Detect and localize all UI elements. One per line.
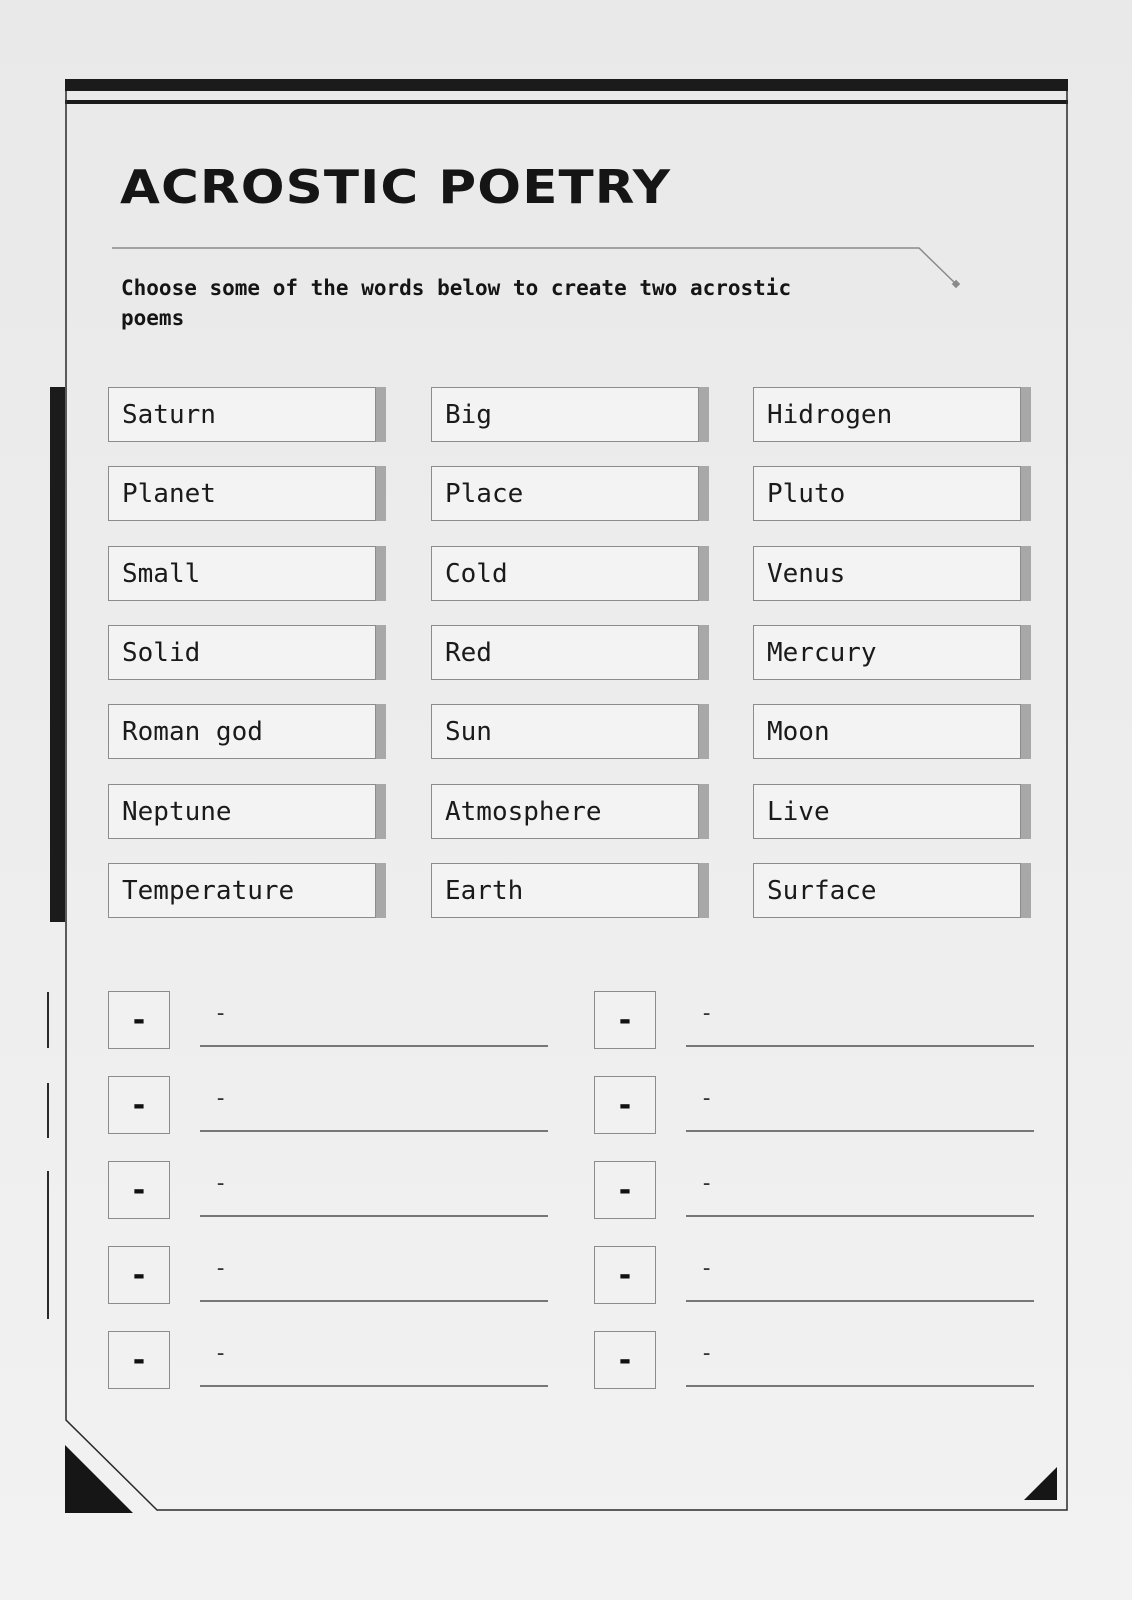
word-label: Saturn <box>122 399 216 430</box>
page-title: ACROSTIC POETRY <box>120 160 672 214</box>
word-label: Hidrogen <box>767 399 893 430</box>
letter-box[interactable]: - <box>594 1331 656 1389</box>
word-box-tab <box>698 546 709 601</box>
word-label: Sun <box>445 716 492 747</box>
word-label: Big <box>445 399 492 430</box>
word-box[interactable] <box>431 546 709 601</box>
poem-line-input[interactable]: - <box>200 991 548 1047</box>
poem-line-input[interactable]: - <box>686 1246 1034 1302</box>
word-box-tab <box>1020 466 1031 521</box>
letter-box[interactable]: - <box>108 1331 170 1389</box>
top-bar-thick <box>65 79 1068 91</box>
poem-line-input[interactable]: - <box>686 1161 1034 1217</box>
left-side-bar <box>50 387 65 922</box>
word-box-tab <box>375 387 386 442</box>
word-box-tab <box>1020 863 1031 918</box>
word-box-tab <box>1020 704 1031 759</box>
word-box[interactable] <box>108 625 386 680</box>
word-label: Place <box>445 478 524 509</box>
corner-triangle-bottom-left <box>65 1445 133 1513</box>
word-box-tab <box>375 625 386 680</box>
letter-box[interactable]: - <box>108 1076 170 1134</box>
word-box[interactable] <box>753 625 1031 680</box>
word-label: Atmosphere <box>445 796 602 827</box>
word-box-tab <box>698 625 709 680</box>
left-tick-3 <box>47 1171 49 1319</box>
word-box[interactable] <box>431 704 709 759</box>
word-label: Mercury <box>767 637 877 668</box>
left-tick-2 <box>47 1083 49 1138</box>
word-box[interactable] <box>108 704 386 759</box>
letter-box[interactable]: - <box>594 1246 656 1304</box>
word-box[interactable] <box>108 784 386 839</box>
word-label: Moon <box>767 716 830 747</box>
letter-box[interactable]: - <box>594 991 656 1049</box>
word-box-tab <box>1020 546 1031 601</box>
word-box[interactable] <box>431 784 709 839</box>
word-label: Roman god <box>122 716 263 747</box>
word-label: Solid <box>122 637 201 668</box>
letter-box[interactable]: - <box>108 1246 170 1304</box>
word-box-tab <box>1020 387 1031 442</box>
left-tick-1 <box>47 992 49 1048</box>
word-box[interactable] <box>753 546 1031 601</box>
corner-triangle-bottom-right <box>1024 1467 1057 1500</box>
word-box-tab <box>698 863 709 918</box>
word-box[interactable] <box>431 625 709 680</box>
word-label: Red <box>445 637 492 668</box>
poem-line-input[interactable]: - <box>200 1076 548 1132</box>
poem-line-input[interactable]: - <box>686 991 1034 1047</box>
word-box-tab <box>698 387 709 442</box>
word-box[interactable] <box>431 466 709 521</box>
word-label: Small <box>122 558 201 589</box>
poem-line-input[interactable]: - <box>200 1246 548 1302</box>
word-box-tab <box>375 546 386 601</box>
poem-line-input[interactable]: - <box>686 1331 1034 1387</box>
word-box-tab <box>375 863 386 918</box>
word-box-tab <box>698 704 709 759</box>
word-box[interactable] <box>753 387 1031 442</box>
word-box[interactable] <box>108 466 386 521</box>
letter-box[interactable]: - <box>108 1161 170 1219</box>
word-box-tab <box>375 784 386 839</box>
word-box[interactable] <box>753 704 1031 759</box>
poem-line-input[interactable]: - <box>200 1161 548 1217</box>
word-label: Temperature <box>122 875 295 906</box>
word-box-tab <box>698 784 709 839</box>
instructions-text: Choose some of the words below to create two acrostic poems <box>121 276 792 330</box>
word-label: Neptune <box>122 796 232 827</box>
letter-box[interactable]: - <box>594 1161 656 1219</box>
word-box[interactable] <box>753 466 1031 521</box>
word-label: Planet <box>122 478 216 509</box>
word-label: Cold <box>445 558 508 589</box>
word-label: Surface <box>767 875 877 906</box>
letter-box[interactable]: - <box>108 991 170 1049</box>
word-box[interactable] <box>108 387 386 442</box>
word-label: Venus <box>767 558 846 589</box>
word-box-tab <box>375 466 386 521</box>
word-box[interactable] <box>753 784 1031 839</box>
word-box[interactable] <box>431 863 709 918</box>
word-box-tab <box>1020 625 1031 680</box>
word-box[interactable] <box>108 863 386 918</box>
word-box-tab <box>375 704 386 759</box>
word-box[interactable] <box>108 546 386 601</box>
top-bar-thin <box>65 100 1068 104</box>
letter-box[interactable]: - <box>594 1076 656 1134</box>
word-box[interactable] <box>753 863 1031 918</box>
word-box-tab <box>1020 784 1031 839</box>
word-label: Earth <box>445 875 524 906</box>
word-label: Live <box>767 796 830 827</box>
poem-line-input[interactable]: - <box>200 1331 548 1387</box>
word-box[interactable] <box>431 387 709 442</box>
poem-line-input[interactable]: - <box>686 1076 1034 1132</box>
word-box-tab <box>698 466 709 521</box>
word-label: Pluto <box>767 478 846 509</box>
